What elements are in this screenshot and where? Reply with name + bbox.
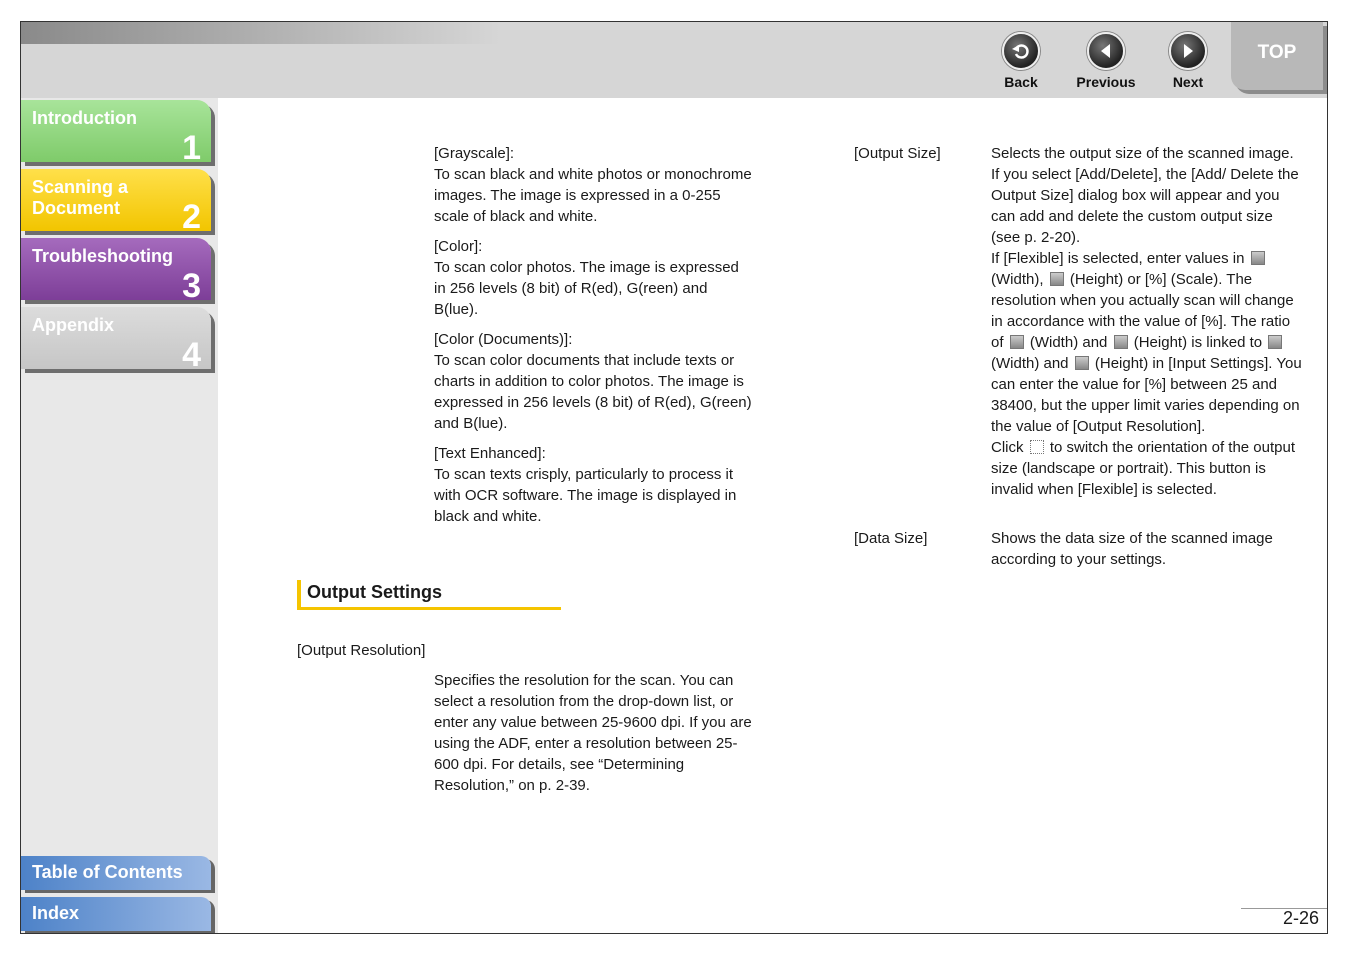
arrow-left-icon	[1087, 32, 1125, 70]
header-gradient-strip	[21, 22, 501, 44]
tab-label: Introduction	[32, 108, 137, 128]
back-button[interactable]	[986, 32, 1056, 90]
term-output-size: [Output Size]	[854, 145, 941, 162]
mode-description: To scan color documents that include texts or charts in addition to color photos. The image is expressed in 256 levels (8 bit) of R(ed), G(reen) and B(lue).	[434, 352, 752, 432]
back-icon	[1002, 32, 1040, 70]
term-output-resolution: [Output Resolution]	[297, 642, 426, 659]
text-run: (Height) or [%] (Scale). The resolution when you actually scan will change in accordance with the value of [%]. The ratio of	[991, 271, 1294, 351]
text-run: to switch the orientation of the output size (landscape or portrait). This button is invalid when [Flexible] is selected.	[991, 439, 1295, 498]
next-button[interactable]	[1153, 32, 1223, 90]
tab-number: 2	[182, 198, 201, 236]
tab-number: 1	[182, 129, 201, 167]
height-field-icon	[1050, 272, 1064, 286]
text-run: (Height) is linked to	[1133, 334, 1263, 351]
tab-introduction[interactable]	[21, 100, 211, 167]
orientation-paragraph	[991, 437, 1305, 500]
text-run: (Width) and	[991, 355, 1069, 372]
data-size-description	[991, 528, 1305, 570]
sidebar	[21, 98, 218, 934]
text-run: Click	[991, 439, 1024, 456]
mode-color-documents	[434, 329, 752, 434]
text-run: (Width) and	[1029, 334, 1108, 351]
output-size-paragraph: Selects the output size of the scanned image. If you select [Add/Delete], the [Add/ Delete the Output Size] dialog box will appear and you can add and delete the custom output size (see p. 2-20).	[991, 145, 1299, 246]
previous-label: Previous	[1076, 74, 1136, 90]
output-size-description	[991, 143, 1305, 500]
mode-description: To scan color photos. The image is expressed in 256 levels (8 bit) of R(ed), G(reen) and B(lue).	[434, 259, 739, 318]
height-field-icon	[1114, 335, 1128, 349]
text-run: (Width),	[991, 271, 1044, 288]
next-label: Next	[1172, 74, 1204, 90]
table-of-contents-button[interactable]: Table of Contents	[21, 856, 211, 890]
mode-title: [Color]:	[434, 238, 483, 255]
tab-number: 4	[182, 336, 201, 374]
tab-label: Troubleshooting	[32, 246, 173, 266]
tab-label: Scanning a Document	[32, 177, 129, 218]
text-run: (Height) in [Input Settings]. You can enter the value for [%] between 25 and 38400, but the upper limit varies depending on the value of [Output Resolution].	[991, 355, 1302, 435]
mode-color	[434, 236, 752, 320]
section-heading-output-settings: Output Settings	[297, 580, 561, 610]
tab-troubleshooting[interactable]	[21, 238, 211, 305]
mode-description: To scan texts crisply, particularly to process it with OCR software. The image is displayed in black and white.	[434, 466, 737, 525]
width-field-icon	[1251, 251, 1265, 265]
tab-scanning-a-document[interactable]	[21, 169, 211, 236]
arrow-right-icon	[1169, 32, 1207, 70]
width-field-icon	[1010, 335, 1024, 349]
output-resolution-text: Specifies the resolution for the scan. You can select a resolution from the drop-down list, or enter any value between 25-9600 dpi. If you are using the ADF, enter a resolution between 25-600 dpi. For details, see “Determining Resolution,” on p. 2-39.	[434, 672, 752, 794]
flexible-paragraph	[991, 248, 1305, 437]
data-size-text: Shows the data size of the scanned image according to your settings.	[991, 530, 1273, 568]
header-bar	[21, 22, 1327, 98]
back-label: Back	[1004, 74, 1038, 90]
top-button[interactable]: TOP	[1231, 22, 1323, 90]
width-field-icon	[1268, 335, 1282, 349]
tab-label: Appendix	[32, 315, 115, 335]
term-data-size: [Data Size]	[854, 530, 928, 547]
mode-text-enhanced	[434, 443, 752, 527]
scan-mode-list	[434, 143, 752, 536]
switch-orientation-icon	[1030, 440, 1044, 454]
tab-appendix[interactable]	[21, 307, 211, 374]
mode-title: [Grayscale]:	[434, 145, 515, 162]
page-number: 2-26	[1282, 908, 1319, 928]
mode-title: [Text Enhanced]:	[434, 445, 546, 462]
tab-number: 3	[182, 267, 201, 305]
previous-button[interactable]	[1071, 32, 1141, 90]
page-frame	[20, 21, 1328, 934]
output-resolution-description	[434, 670, 752, 796]
mode-grayscale	[434, 143, 752, 227]
mode-description: To scan black and white photos or monochrome images. The image is expressed in a 0-255 scale of black and white.	[434, 166, 752, 225]
mode-title: [Color (Documents)]:	[434, 331, 573, 348]
text-run: If [Flexible] is selected, enter values in	[991, 250, 1245, 267]
index-button[interactable]: Index	[21, 897, 211, 931]
height-field-icon	[1075, 356, 1089, 370]
